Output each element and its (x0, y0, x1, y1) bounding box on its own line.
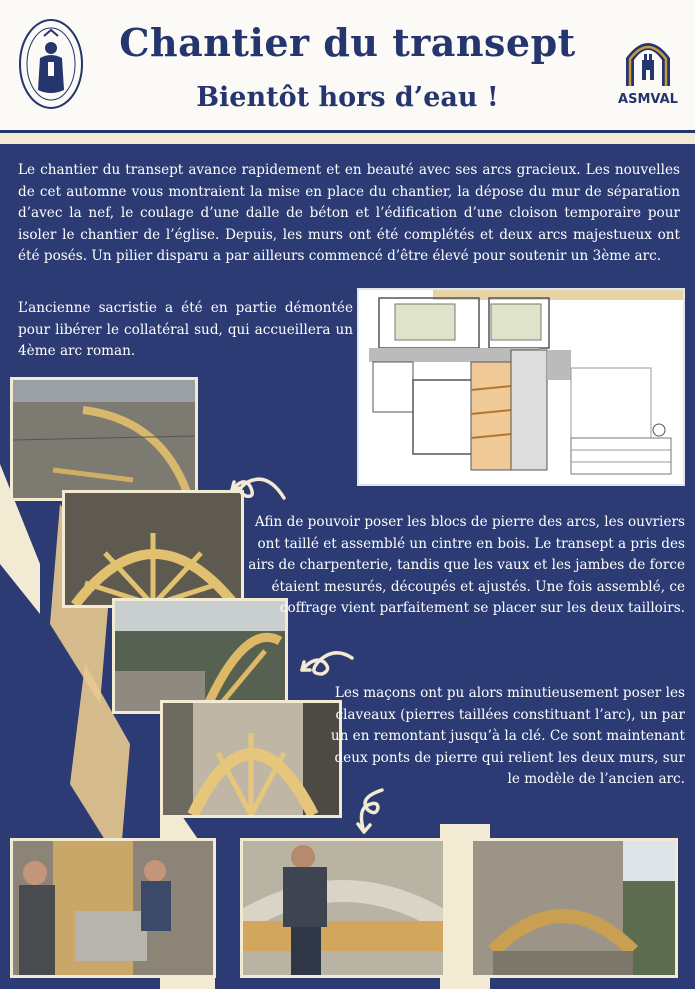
photo-content (13, 380, 195, 498)
curly-arrow-icon (296, 648, 356, 684)
photo-centring-in-place (160, 700, 342, 818)
photo-wooden-arch-laid-flat (10, 377, 198, 501)
page-title: Chantier du transept (119, 20, 576, 65)
photo-mason-with-block (10, 838, 216, 978)
photo-mason-laying-voussoirs (240, 838, 446, 978)
intro-paragraph-1: Le chantier du transept avance rapidement et en beauté avec ses arcs gracieux. Les nouvelles de cet automne vous montraient la mise en place du chantier, la dépose du mur de séparation d’avec la nef, le coulage d’une dalle de béton et l’édification d’une cloison temporaire pour isoler le chantier de l’église. Depuis, les murs ont été complétés et deux arcs majestueux ont été posés. Un pilier disparu a par ailleurs commencé d’être élevé pour soutenir un 3ème arc. (18, 162, 680, 264)
intro-paragraph-2: L’ancienne sacristie a été en partie démontée pour libérer le collatéral sud, qui accueillera un 4ème arc roman. (18, 300, 353, 359)
header (0, 0, 695, 130)
photo-content (65, 493, 241, 605)
floor-plan-drawing (359, 290, 683, 484)
asmval-arch-logo-icon (620, 32, 676, 86)
page-subtitle: Bientôt hors d’eau ! (196, 82, 499, 113)
asmval-logo (610, 32, 686, 110)
curly-arrow-icon (228, 468, 288, 508)
architectural-plan (357, 288, 685, 486)
asmval-label: ASMVAL (618, 92, 678, 107)
curly-arrow-icon (352, 786, 388, 836)
photo-content (243, 841, 443, 975)
paragraph-voussoirs: Les maçons ont pu alors minutieusement poser les claveaux (pierres taillées constituant l’arc), un par un en remontant jusqu’à la clé. Ce sont maintenant deux ponts de pierre qui relient les deux murs, sur le modèle de l’ancien arc. (330, 685, 685, 787)
header-divider (0, 130, 695, 144)
photo-content (13, 841, 213, 975)
photo-content (473, 841, 675, 975)
abbey-seal-icon (18, 18, 84, 110)
photo-finished-arch (470, 838, 678, 978)
photo-centring-assembly (62, 490, 244, 608)
paragraph-centring: Afin de pouvoir poser les blocs de pierre des arcs, les ouvriers ont taillé et assemblé un cintre en bois. Le transept a pris des airs de charpenterie, tandis que les vaux et les jambes de force étaient mesurés, découpés et ajustés. Une fois assemblé, ce coffrage vient parfaitement se placer sur les deux tailloirs. (248, 514, 685, 616)
photo-content (163, 703, 339, 815)
